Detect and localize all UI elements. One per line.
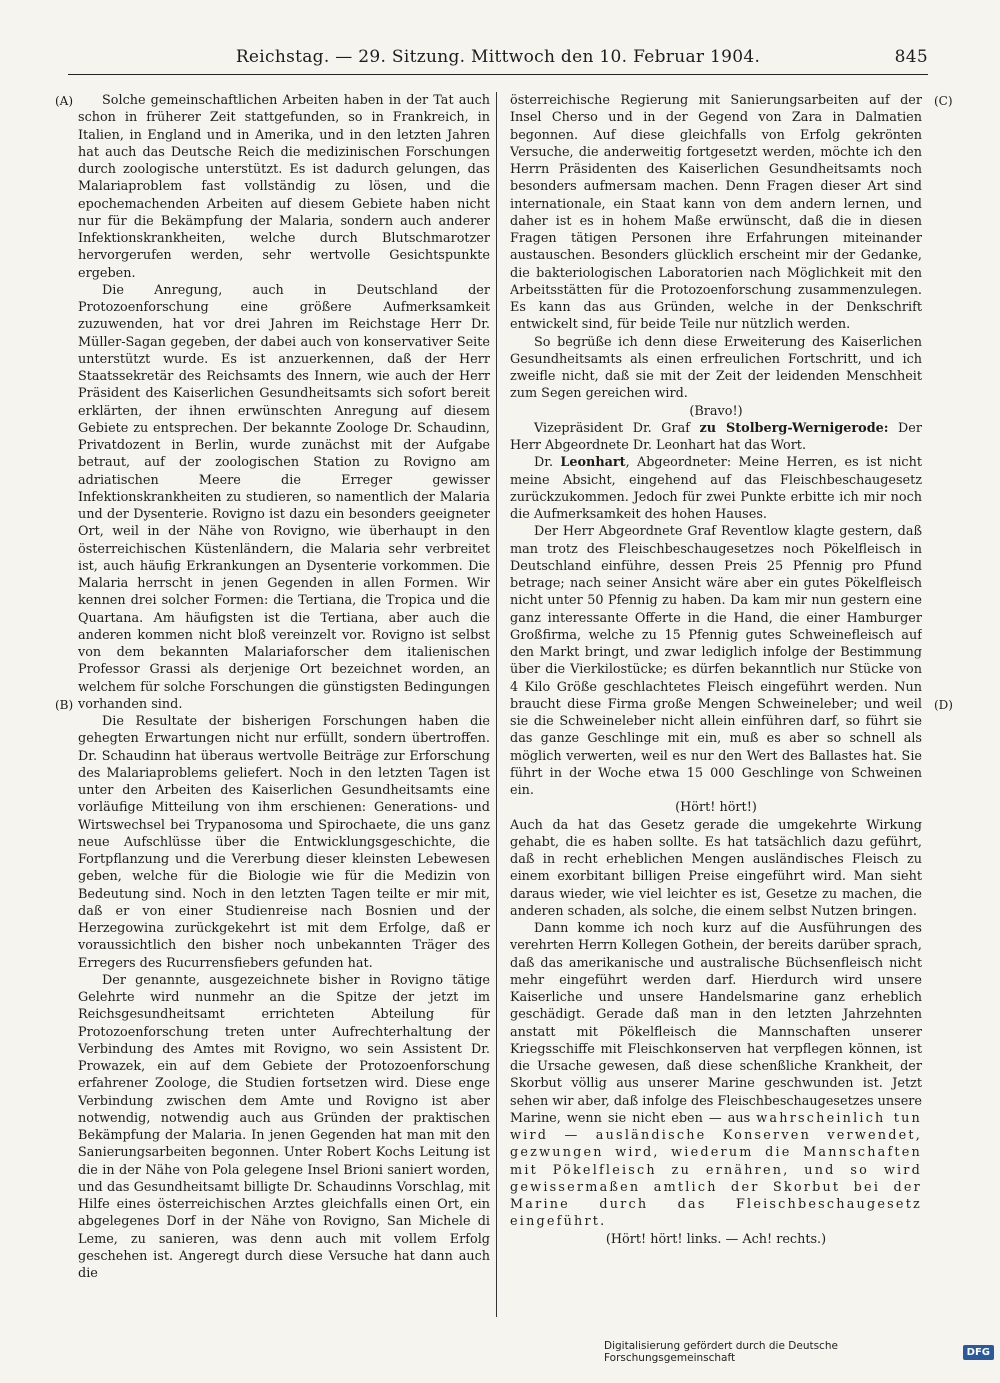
page-header	[68, 44, 928, 75]
page-number: 845	[894, 47, 928, 67]
footer	[604, 1340, 994, 1364]
margin-marker-a: (A)	[55, 94, 74, 108]
speaker-title: Dr.	[534, 455, 561, 471]
speaker-name: zu Stolberg-Wernigerode:	[699, 420, 889, 436]
paragraph	[510, 920, 922, 1231]
margin-marker-d: (D)	[934, 698, 953, 712]
paragraph: Der genannte, ausgezeichnete bisher in Rovigno tätige Gelehrte wird nunmehr an die Spitze der jetzt im Reichsgesundheitsamt errichteten Abteilung für Protozoenforschung treten unter Aufrechterhaltung der Verbindung des Amtes mit Rovigno, wo sein Assistent Dr. Prowazek, ein auf dem Gebiete der Protozoenforschung erfahrener Zoologe, die Studien fortsetzen wird. Diese enge Verbindung zwischen dem Amte und Rovigno ist aber notwendig, notwendig auch aus Gründen der praktischen Bekämpfung der Malaria. In jenen Gegenden hat man mit den Sanierungsarbeiten begonnen. Unter Robert Kochs Leitung ist die in der Nähe von Pola gelegene Insel Brioni saniert worden, und das Gesundheitsamt billigte Dr. Schaudinns Vorschlag, mit Hilfe eines österreichischen Arztes gleichfalls einen Ort, ein abgelegenes Dorf in der Nähe von Rovigno, San Michele di Leme, zu sanieren, was denn auch mit vollem Erfolg geschehen ist. Angeregt durch diese Versuche hat dann auch die	[78, 972, 490, 1281]
speaker-statement: Der Herr Abgeordnete Dr. Leonhart hat das Wort.	[510, 420, 922, 453]
dfg-logo-icon: DFG	[963, 1345, 994, 1360]
speaker-name: Leonhart	[560, 455, 626, 471]
speaker-announcement	[510, 420, 922, 455]
paragraph: Auch da hat das Gesetz gerade die umgekehrte Wirkung gehabt, die es haben sollte. Es hat tatsächlich dazu geführt, daß in recht erheblichen Mengen ausländisches Fleisch zu einem exorbitant billigen Preise eingeführt wird. Man sieht daraus wieder, wie viel leichter es ist, Gesetze zu machen, die anderen schaden, als solche, die einem selbst Nutzen bringen.	[510, 817, 922, 919]
paragraph-text: Dann komme ich noch kurz auf die Ausführungen des verehrten Herrn Kollegen Gothein, der bereits darüber sprach, daß das amerikanische und australische Büchsenfleisch nicht mehr eingeführt werden darf. Hierdurch wird unsere Kaiserliche und unsere Handelsmarine ganz erheblich geschädigt. Gerade daß man in den letzten Jahrzehnten anstatt mit Pökelfleisch die Mannschaften unserer Kriegsschiffe mit Fleischkonserven hat verpflegen können, ist die Ursache gewesen, daß diese schenßliche Krankheit, der Skorbut völlig aus unserer Marine geschwunden ist. Jetzt sehen wir aber, daß infolge des Fleischbeschaugesetzes unsere Marine, wenn sie nicht eben — aus	[510, 921, 922, 1126]
speaker-role: Vizepräsident Dr. Graf	[534, 420, 700, 436]
footer-text: Digitalisierung gefördert durch die Deutsche Forschungsgemeinschaft	[604, 1340, 838, 1364]
right-column	[510, 92, 922, 1317]
margin-marker-b: (B)	[55, 698, 74, 712]
interjection: (Hört! hört!)	[675, 800, 757, 816]
column-divider	[496, 92, 497, 1317]
speech-opening	[510, 454, 922, 523]
paragraph: Die Resultate der bisherigen Forschungen haben die gehegten Erwartungen nicht nur erfüllt, sondern übertroffen. Dr. Schaudinn hat überaus wertvolle Beiträge zur Erforschung des Malariaproblems geliefert. Noch in den letzten Tagen ist unter den Arbeiten des Kaiserlichen Gesundheitsamts eine vorläufige Mitteilung von ihm erschienen: Generations- und Wirtswechsel bei Trypanosoma und Spirochaete, die uns ganz neue Aufschlüsse über die Entwicklungsgeschichte, die Fortpflanzung und die Vererbung dieser kleinsten Lebewesen geben, welche für die Biologie wie für die Medizin von Bedeutung sind. Noch in den letzten Tagen teilte er mir mit, daß er von einer Studienreise nach Bosnien und der Herzegowina zurückgekehrt ist mit dem Erfolge, daß er voraussichtlich den bisher noch unbekannten Träger des Erregers des Rucurrensfiebers gefunden hat.	[78, 714, 490, 971]
paragraph: So begrüße ich denn diese Erweiterung des Kaiserlichen Gesundheitsamts als einen erfreulichen Fortschritt, und ich zweifle nicht, daß sie mit der Zeit der leidenden Menschheit zum Segen gereichen wird.	[510, 334, 922, 402]
speech-text: , Abgeordneter: Meine Herren, es ist nicht meine Absicht, eingehend auf das Fleischbeschaugesetz zurückzukommen. Jedoch für zwei Punkte erbitte ich mir noch die Aufmerksamkeit des hohen Hauses.	[510, 455, 922, 522]
margin-marker-c: (C)	[934, 94, 953, 108]
left-column	[78, 92, 490, 1317]
page-title: Reichstag. — 29. Sitzung. Mittwoch den 10. Februar 1904.	[235, 47, 761, 67]
interjection: (Hört! hört! links. — Ach! rechts.)	[605, 1231, 827, 1247]
paragraph: Der Herr Abgeordnete Graf Reventlow klagte gestern, daß man trotz des Fleischbeschaugesetzes noch Pökelfleisch in Deutschland einführe, dessen Preis 25 Pfennig pro Pfund betrage; nach seiner Ansicht wäre aber ein gutes Pökelfleisch nicht unter 50 Pfennig zu haben. Da kam mir nun gestern eine ganz interessante Offerte in die Hand, die einer Hamburger Großfirma, welche zu 15 Pfennig gutes Schweinefleisch auf den Markt bringt, und zwar lediglich infolge der Bestimmung über die Vierkilostücke; es dürfen bekanntlich nur Stücke von 4 Kilo Größe geschlachtetes Fleisch eingeführt werden. Nun braucht diese Firma große Mengen Schweineleber; und weil sie die Schweineleber nicht allein einführen darf, so führt sie das ganze Geschlinge mit ein, muß es aber so schnell als möglich verwerten, weil es nur den Wert des Ballastes hat. Sie führt in der Woche etwa 15 000 Geschlinge von Schweinen ein.	[510, 524, 922, 798]
spaced-emphasis: wahrscheinlich tun wird — ausländische Konserven verwendet, gezwungen wird, wiederum die Mannschaften mit Pökelfleisch zu ernähren, und so wird gewissermaßen amtlich der Skorbut bei der Marine durch das Fleischbeschaugesetz eingeführt.	[510, 1110, 922, 1230]
paragraph: Die Anregung, auch in Deutschland der Protozoenforschung eine größere Aufmerksamkeit zuzuwenden, hat vor drei Jahren im Reichstage Herr Dr. Müller-Sagan gegeben, der dabei auch von konservativer Seite unterstützt wurde. Es ist anzuerkennen, daß der Herr Staatssekretär des Reichsamts des Innern, wie auch der Herr Präsident des Kaiserlichen Gesundheitsamts sich sofort bereit erklärten, der ihnen erwünschten Anregung auf diesem Gebiete zu entsprechen. Der bekannte Zoologe Dr. Schaudinn, Privatdozent in Berlin, wurde zunächst mit der Aufgabe betraut, auf der zoologischen Station zu Rovigno am adriatischen Meere die Erreger gewisser Infektionskrankheiten zu studieren, so namentlich der Malaria und der Dysenterie. Rovigno ist dazu ein besonders geeigneter Ort, weil in der Nähe von Rovigno, wie überhaupt in den österreichischen Küstenländern, die Malaria sehr verbreitet ist, auch häufig Erkrankungen an Dysenterie vorkommen. Die Malaria herrscht in jenen Gegenden in allen Formen. Wir kennen drei solcher Formen: die Tertiana, die Tropica und die Quartana. Am häufigsten ist die Tertiana, aber auch die anderen kommen nicht bloß vereinzelt vor. Rovigno ist selbst von dem bekannten Malariaforscher dem italienischen Professor Grassi als derjenige Ort bezeichnet worden, an welchem für solche Forschungen die günstigsten Bedingungen vorhanden sind.	[78, 282, 490, 712]
interjection: (Bravo!)	[689, 403, 743, 419]
paragraph: österreichische Regierung mit Sanierungsarbeiten auf der Insel Cherso und in der Gegend von Zara in Dalmatien begonnen. Auf diese gleichfalls von Erfolg gekrönten Versuche, die anderweitig fortgesetzt werden, möchte ich den Herrn Präsidenten des Kaiserlichen Gesundheitsamts noch besonders aufmersam machen. Denn Fragen dieser Art sind internationale, ein Staat kann von dem andern lernen, und daher ist es in hohem Maße erwünscht, daß die in diesen Fragen tätigen Personen ihre Erfahrungen miteinander austauschen. Besonders glücklich erscheint mir der Gedanke, die bakteriologischen Laboratorien nach Möglichkeit mit den Arbeitsstätten für die Protozoenforschung zusammenzulegen. Es kann das aus Gründen, welche in der Denkschrift entwickelt sind, für beide Teile nur nützlich werden.	[510, 93, 922, 333]
paragraph: Solche gemeinschaftlichen Arbeiten haben in der Tat auch schon in früherer Zeit stattgefunden, so in Frankreich, in Italien, in England und in Amerika, und in den letzten Jahren hat auch das Deutsche Reich die medizinischen Forschungen durch zoologische unterstützt. Es ist dadurch gelungen, das Malariaproblem fast vollständig zu lösen, und die epochemachenden Arbeiten auf diesem Gebiete haben nicht nur für die Bekämpfung der Malaria, sondern auch anderer Infektionskrankheiten, welche durch Blutschmarotzer hervorgerufen werden, sehr wertvolle Gesichtspunkte ergeben.	[78, 93, 490, 281]
